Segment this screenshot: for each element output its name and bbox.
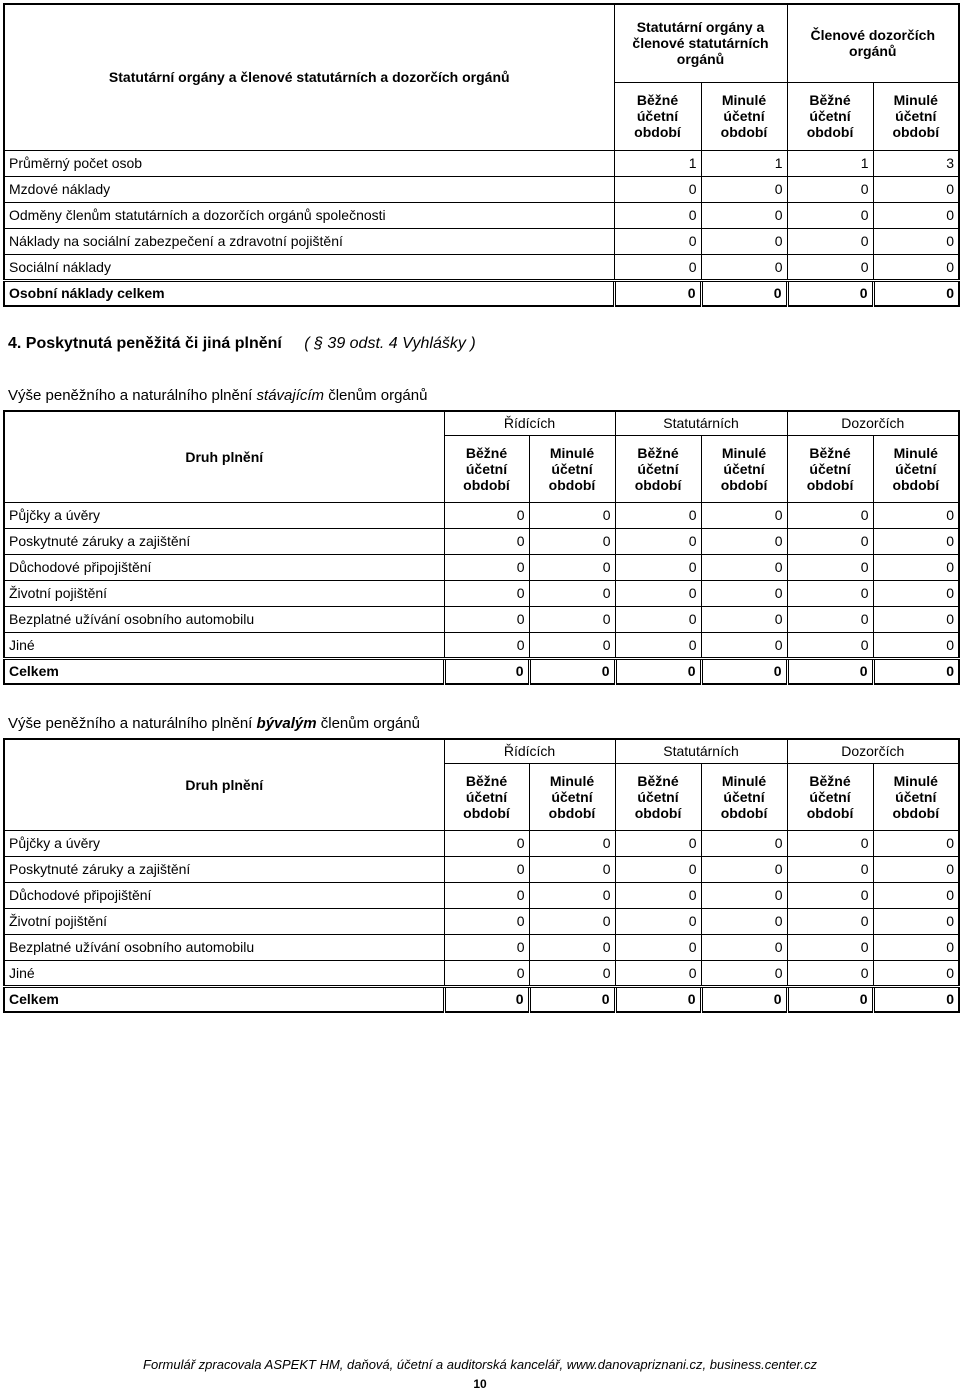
group-statutory-header: Statutární orgány a členové statutárních orgánů (614, 4, 787, 82)
col-current-2: Běžné účetní období (787, 82, 873, 150)
table-row: Životní pojištění 0 0 0 0 0 0 (4, 580, 959, 606)
group-managing: Řídících (444, 739, 615, 763)
group-supervisory-header: Členové dozorčích orgánů (787, 4, 959, 82)
personnel-costs-table (3, 3, 960, 307)
col-current-1: Běžné účetní období (614, 82, 701, 150)
table-row: Náklady na sociální zabezpečení a zdravotní pojištění 0 0 0 0 (4, 228, 959, 254)
former-members-title: Výše peněžního a naturálního plnění bývalým členům orgánů (8, 715, 420, 732)
former-members-table: Druh plnění Řídících Statutárních Dozorčích Běžné účetní období Minulé účetní období Běžné účetní období Minulé účetní období Běžné účetní období Minulé účetní období Půjčky a úvěry 0 0 0 0 0 0 Poskytnuté záruky a zajištění 0 0 0 0 0 0 Důchodové připojištění 0 0 0 0 0 0 Životní pojištění 0 0 0 0 0 0 Bezplatné užívání osobního automobilu 0 0 0 0 0 0 Jiné 0 0 0 0 0 0 Celkem 0 0 0 0 0 0 (3, 738, 960, 1013)
group-supervisory: Dozorčích (787, 411, 959, 435)
table-row: Důchodové připojištění 0 0 0 0 0 0 (4, 554, 959, 580)
table-row: Bezplatné užívání osobního automobilu 0 0 0 0 0 0 (4, 606, 959, 632)
group-managing: Řídících (444, 411, 615, 435)
row-header: Druh plnění (4, 411, 444, 502)
group-supervisory: Dozorčích (787, 739, 959, 763)
table-row: Sociální náklady 0 0 0 0 (4, 254, 959, 280)
total-row: Celkem 0 0 0 0 0 0 (4, 658, 959, 684)
table-row: Odměny členům statutárních a dozorčích orgánů společnosti 0 0 0 0 (4, 202, 959, 228)
current-members-title: Výše peněžního a naturálního plnění stávajícím členům orgánů (8, 387, 428, 404)
total-row: Osobní náklady celkem 0 0 0 0 (4, 280, 959, 306)
table-row: Průměrný počet osob 1 1 1 3 (4, 150, 959, 176)
total-row: Celkem 0 0 0 0 0 0 (4, 986, 959, 1012)
table-row: Půjčky a úvěry 0 0 0 0 0 0 (4, 830, 959, 856)
group-statutory: Statutárních (615, 411, 787, 435)
row-header: Druh plnění (4, 739, 444, 830)
header-label: Statutární orgány a členové statutárních a dozorčích orgánů (4, 4, 614, 150)
table-row: Poskytnuté záruky a zajištění 0 0 0 0 0 0 (4, 528, 959, 554)
table-row: Mzdové náklady 0 0 0 0 (4, 176, 959, 202)
section-4-title: 4. Poskytnutá peněžitá či jiná plnění ( § 39 odst. 4 Vyhlášky ) (8, 335, 476, 352)
footer-text: Formulář zpracovala ASPEKT HM, daňová, účetní a auditorská kancelář, www.danovapriznani.cz, business.center.cz (143, 1357, 817, 1372)
table-row: Jiné 0 0 0 0 0 0 (4, 960, 959, 986)
current-members-table: Druh plnění Řídících Statutárních Dozorčích Běžné účetní období Minulé účetní období Běžné účetní období Minulé účetní období Běžné účetní období Minulé účetní období Půjčky a úvěry 0 0 0 0 0 0 Poskytnuté záruky a zajištění 0 0 0 0 0 0 Důchodové připojištění 0 0 0 0 0 0 Životní pojištění 0 0 0 0 0 0 Bezplatné užívání osobního automobilu 0 0 0 0 0 0 Jiné 0 0 0 0 0 0 Celkem 0 0 0 0 0 0 (3, 410, 960, 685)
table-row: Životní pojištění 0 0 0 0 0 0 (4, 908, 959, 934)
table-row: Jiné 0 0 0 0 0 0 (4, 632, 959, 658)
col-previous-1: Minulé účetní období (701, 82, 787, 150)
page-number: 10 (473, 1377, 487, 1391)
table-row: Poskytnuté záruky a zajištění 0 0 0 0 0 0 (4, 856, 959, 882)
table-row: Půjčky a úvěry 0 0 0 0 0 0 (4, 502, 959, 528)
group-statutory: Statutárních (615, 739, 787, 763)
table-row: Bezplatné užívání osobního automobilu 0 0 0 0 0 0 (4, 934, 959, 960)
col-previous-2: Minulé účetní období (873, 82, 959, 150)
table-row: Důchodové připojištění 0 0 0 0 0 0 (4, 882, 959, 908)
